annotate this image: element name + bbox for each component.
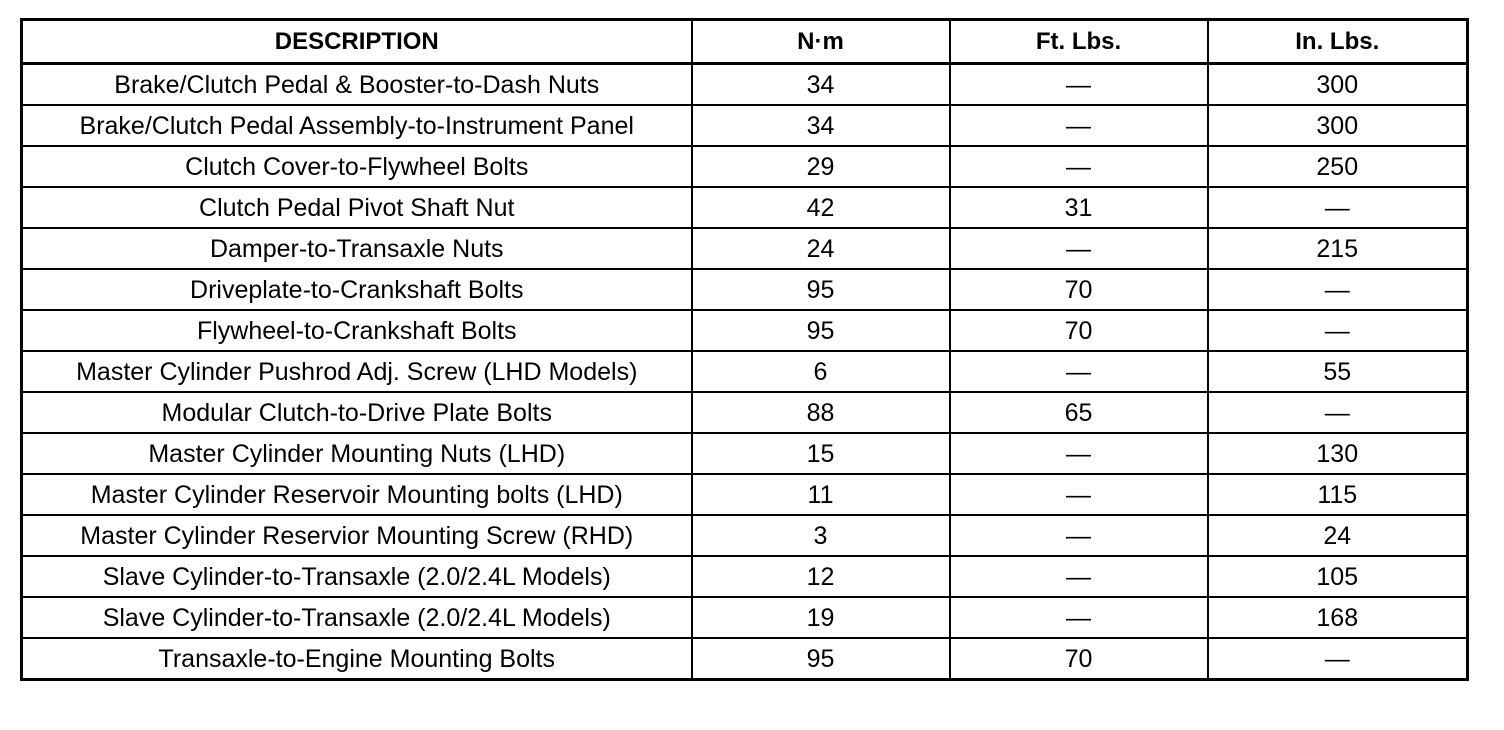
nm-cell: 42 [692,187,950,228]
ft-lbs-cell: — [950,351,1208,392]
ft-lbs-cell: 65 [950,392,1208,433]
table-row [22,105,1468,146]
header-inch-pounds: In. Lbs. [1208,20,1468,64]
description-cell: Clutch Pedal Pivot Shaft Nut [22,187,692,228]
nm-cell: 29 [692,146,950,187]
nm-cell: 95 [692,269,950,310]
in-lbs-cell: 24 [1208,515,1468,556]
description-cell: Slave Cylinder-to-Transaxle (2.0/2.4L Models) [22,597,692,638]
header-description: DESCRIPTION [22,20,692,64]
in-lbs-cell: 215 [1208,228,1468,269]
ft-lbs-cell: — [950,474,1208,515]
table-row [22,228,1468,269]
torque-specifications-table [20,18,1469,681]
table-row [22,433,1468,474]
nm-cell: 12 [692,556,950,597]
table-row [22,269,1468,310]
description-cell: Master Cylinder Reservior Mounting Screw (RHD) [22,515,692,556]
description-cell: Transaxle-to-Engine Mounting Bolts [22,638,692,680]
table-row [22,638,1468,680]
nm-cell: 6 [692,351,950,392]
table-row [22,597,1468,638]
ft-lbs-cell: — [950,228,1208,269]
in-lbs-cell: — [1208,638,1468,680]
table-header-row [22,20,1468,64]
nm-cell: 95 [692,638,950,680]
table-row [22,392,1468,433]
ft-lbs-cell: — [950,433,1208,474]
description-cell: Damper-to-Transaxle Nuts [22,228,692,269]
description-cell: Master Cylinder Pushrod Adj. Screw (LHD Models) [22,351,692,392]
nm-cell: 24 [692,228,950,269]
table-row [22,556,1468,597]
nm-cell: 88 [692,392,950,433]
description-cell: Slave Cylinder-to-Transaxle (2.0/2.4L Models) [22,556,692,597]
ft-lbs-cell: — [950,146,1208,187]
table-row [22,474,1468,515]
description-cell: Driveplate-to-Crankshaft Bolts [22,269,692,310]
description-cell: Brake/Clutch Pedal Assembly-to-Instrument Panel [22,105,692,146]
in-lbs-cell: 130 [1208,433,1468,474]
in-lbs-cell: 250 [1208,146,1468,187]
in-lbs-cell: 105 [1208,556,1468,597]
ft-lbs-cell: 70 [950,638,1208,680]
ft-lbs-cell: 31 [950,187,1208,228]
ft-lbs-cell: — [950,64,1208,106]
description-cell: Master Cylinder Reservoir Mounting bolts (LHD) [22,474,692,515]
ft-lbs-cell: — [950,556,1208,597]
in-lbs-cell: 168 [1208,597,1468,638]
table-row [22,351,1468,392]
nm-cell: 11 [692,474,950,515]
in-lbs-cell: — [1208,187,1468,228]
ft-lbs-cell: — [950,515,1208,556]
in-lbs-cell: — [1208,269,1468,310]
ft-lbs-cell: — [950,105,1208,146]
in-lbs-cell: 115 [1208,474,1468,515]
description-cell: Modular Clutch-to-Drive Plate Bolts [22,392,692,433]
description-cell: Clutch Cover-to-Flywheel Bolts [22,146,692,187]
nm-cell: 19 [692,597,950,638]
in-lbs-cell: 300 [1208,64,1468,106]
description-cell: Flywheel-to-Crankshaft Bolts [22,310,692,351]
table-row [22,515,1468,556]
in-lbs-cell: — [1208,310,1468,351]
description-cell: Brake/Clutch Pedal & Booster-to-Dash Nuts [22,64,692,106]
ft-lbs-cell: 70 [950,269,1208,310]
description-cell: Master Cylinder Mounting Nuts (LHD) [22,433,692,474]
table-row [22,64,1468,106]
table-row [22,187,1468,228]
nm-cell: 95 [692,310,950,351]
in-lbs-cell: — [1208,392,1468,433]
ft-lbs-cell: — [950,597,1208,638]
in-lbs-cell: 55 [1208,351,1468,392]
nm-cell: 34 [692,105,950,146]
in-lbs-cell: 300 [1208,105,1468,146]
header-foot-pounds: Ft. Lbs. [950,20,1208,64]
ft-lbs-cell: 70 [950,310,1208,351]
table-row [22,310,1468,351]
table-row [22,146,1468,187]
nm-cell: 15 [692,433,950,474]
header-newton-meters: N·m [692,20,950,64]
nm-cell: 34 [692,64,950,106]
nm-cell: 3 [692,515,950,556]
